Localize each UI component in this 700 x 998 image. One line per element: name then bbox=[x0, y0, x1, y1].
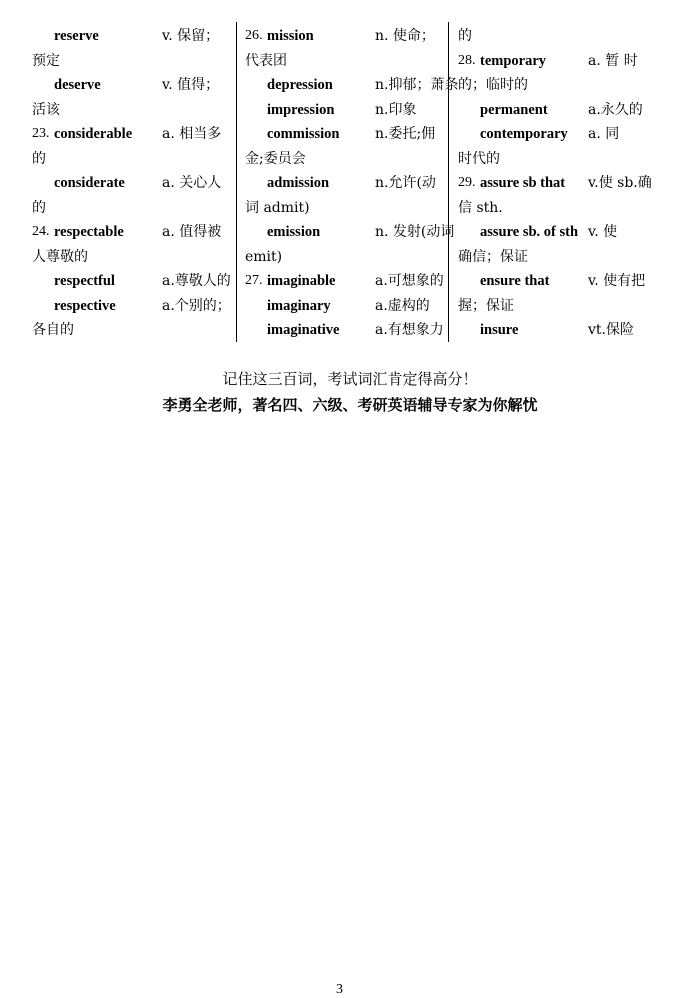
vocab-line bbox=[245, 73, 459, 98]
vocab-line bbox=[32, 171, 236, 196]
vocab-line bbox=[245, 245, 445, 270]
entry-number: 28. bbox=[458, 52, 476, 68]
vocab-word: considerate bbox=[54, 175, 125, 191]
vocab-definition: v. 值得； bbox=[162, 77, 220, 93]
vocab-line bbox=[458, 245, 658, 270]
column-divider bbox=[236, 22, 237, 342]
vocab-line bbox=[245, 24, 445, 49]
column-divider bbox=[448, 22, 449, 342]
vocab-definition: a.有想象力 bbox=[375, 322, 444, 338]
vocab-line bbox=[458, 24, 658, 49]
footer-slogan: 记住这三百词，考试词汇肯定得高分！ bbox=[222, 370, 478, 388]
definition-continuation: 代表团 bbox=[245, 52, 287, 69]
vocab-line bbox=[458, 294, 658, 319]
definition-continuation: 确信；保证 bbox=[458, 248, 528, 265]
vocab-line bbox=[32, 147, 236, 172]
vocab-line bbox=[245, 294, 445, 319]
vocab-word: depression bbox=[267, 77, 333, 93]
vocab-line bbox=[245, 220, 455, 245]
definition-continuation: 金;委员会 bbox=[245, 150, 306, 167]
vocab-definition: v. 使 bbox=[588, 224, 618, 240]
vocab-word: commission bbox=[267, 126, 340, 142]
vocab-definition: n.印象 bbox=[375, 101, 417, 118]
vocab-definition: n. 使命； bbox=[375, 28, 435, 44]
definition-continuation: 的 bbox=[32, 150, 46, 167]
vocab-line bbox=[32, 122, 236, 147]
vocab-line bbox=[245, 49, 445, 74]
vocab-line bbox=[245, 196, 445, 221]
vocab-definition: v. 保留； bbox=[162, 28, 220, 44]
definition-continuation: 活该 bbox=[32, 101, 60, 118]
entry-number: 27. bbox=[245, 273, 263, 288]
vocab-definition: a. 相当多 bbox=[162, 126, 222, 142]
vocab-word: assure sb that bbox=[480, 175, 566, 191]
vocab-word: admission bbox=[267, 175, 330, 191]
definition-continuation: 的 bbox=[458, 28, 472, 44]
vocab-line bbox=[458, 49, 658, 74]
definition-continuation: 词 admit) bbox=[245, 199, 310, 216]
vocab-definition: a. 暂 时 bbox=[588, 52, 638, 69]
vocab-word: assure sb. of sth bbox=[480, 224, 579, 240]
vocab-word: mission bbox=[267, 28, 314, 44]
vocab-line bbox=[458, 147, 658, 172]
vocab-line bbox=[32, 294, 236, 319]
vocab-line bbox=[245, 318, 445, 343]
vocab-line bbox=[245, 98, 445, 123]
vocab-definition: a.可想象的 bbox=[375, 273, 444, 289]
vocab-line bbox=[32, 220, 236, 245]
vocab-definition: a. 值得被 bbox=[162, 224, 222, 240]
definition-continuation: 预定 bbox=[32, 52, 60, 69]
vocab-word: respectable bbox=[54, 224, 124, 240]
vocab-definition: n.委托;佣 bbox=[375, 126, 436, 142]
vocab-word: insure bbox=[480, 322, 519, 338]
vocab-line bbox=[32, 98, 236, 123]
vocab-word: emission bbox=[267, 224, 321, 240]
vocab-definition: v.使 sb.确 bbox=[588, 175, 652, 191]
vocab-definition: n.抑郁；萧条 bbox=[375, 77, 459, 93]
entry-number: 29. bbox=[458, 175, 476, 190]
footer-author-note: 李勇全老师，著名四、六级、考研英语辅导专家为你解忧 bbox=[162, 396, 538, 414]
vocab-definition: n.允许(动 bbox=[375, 175, 436, 191]
entry-number: 24. bbox=[32, 224, 50, 239]
vocab-line bbox=[32, 196, 236, 221]
vocab-word: imaginative bbox=[267, 322, 340, 338]
vocab-line bbox=[32, 73, 236, 98]
vocab-word: imaginary bbox=[267, 297, 331, 314]
vocab-line bbox=[32, 245, 236, 270]
vocab-word: permanent bbox=[480, 101, 548, 118]
vocab-column-3 bbox=[458, 24, 658, 343]
definition-continuation: 时代的 bbox=[458, 150, 500, 167]
definition-continuation: emit) bbox=[245, 248, 283, 265]
vocab-line bbox=[458, 196, 658, 221]
vocab-definition: a.尊敬人的 bbox=[162, 273, 231, 289]
definition-continuation: 握；保证 bbox=[458, 297, 514, 314]
vocab-column-2 bbox=[245, 24, 459, 343]
vocab-line bbox=[458, 122, 658, 147]
vocab-line bbox=[458, 171, 658, 196]
vocab-word: impression bbox=[267, 101, 335, 118]
definition-continuation: 的 bbox=[32, 199, 46, 216]
vocab-word: respectful bbox=[54, 273, 115, 289]
vocab-line bbox=[458, 318, 658, 343]
vocab-line bbox=[458, 98, 658, 123]
vocab-word: contemporary bbox=[480, 126, 568, 142]
vocab-line bbox=[245, 269, 445, 294]
definition-continuation: 人尊敬的 bbox=[32, 248, 88, 265]
vocab-definition: n. 发射(动词 bbox=[375, 224, 455, 240]
vocab-definition: a.虚构的 bbox=[375, 297, 430, 314]
definition-continuation: 信 sth. bbox=[458, 199, 503, 216]
vocab-definition: a.永久的 bbox=[588, 101, 643, 118]
page-number: 3 bbox=[336, 982, 343, 997]
vocab-line bbox=[32, 24, 236, 49]
vocab-line bbox=[458, 73, 658, 98]
vocab-definition: vt.保险 bbox=[588, 322, 634, 338]
vocab-word: reserve bbox=[54, 28, 99, 44]
vocab-line bbox=[32, 318, 236, 343]
vocab-line bbox=[245, 171, 445, 196]
vocab-word: considerable bbox=[54, 126, 133, 142]
vocab-word: temporary bbox=[480, 52, 547, 69]
vocab-word: ensure that bbox=[480, 273, 550, 289]
vocab-definition: v. 使有把 bbox=[588, 273, 646, 289]
vocab-definition: a. 关心人 bbox=[162, 175, 222, 191]
vocab-line bbox=[245, 122, 445, 147]
vocab-definition: a. 同 bbox=[588, 126, 620, 142]
vocab-definition: a.个别的； bbox=[162, 297, 231, 314]
vocab-word: imaginable bbox=[267, 273, 336, 289]
vocab-line bbox=[32, 269, 236, 294]
vocab-line bbox=[245, 147, 445, 172]
vocab-line bbox=[458, 220, 658, 245]
definition-continuation: 各自的 bbox=[32, 322, 74, 338]
vocab-column-1 bbox=[32, 24, 236, 343]
vocab-word: deserve bbox=[54, 77, 101, 93]
definition-continuation: 的；临时的 bbox=[458, 77, 528, 93]
vocab-line bbox=[32, 49, 236, 74]
vocab-line bbox=[458, 269, 658, 294]
entry-number: 23. bbox=[32, 126, 50, 141]
vocab-word: respective bbox=[54, 297, 116, 314]
entry-number: 26. bbox=[245, 28, 263, 43]
